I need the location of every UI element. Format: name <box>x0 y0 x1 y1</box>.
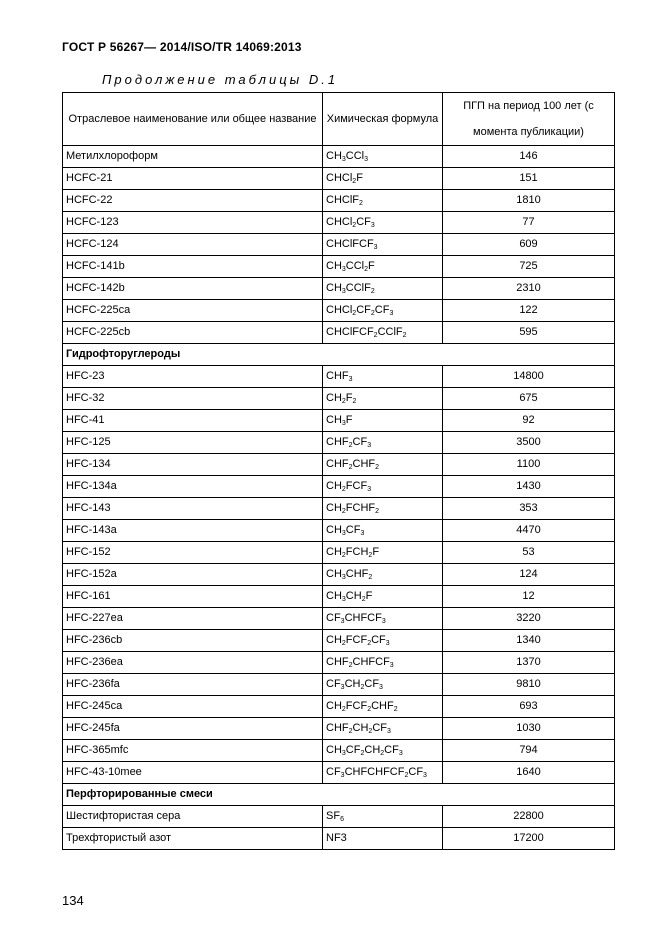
cell-name: HCFC-225cb <box>63 322 323 344</box>
table-row <box>63 146 615 168</box>
formula-subscript: 3 <box>370 222 375 229</box>
formula-part: CH <box>352 722 369 734</box>
formula-part: CF <box>408 766 424 778</box>
formula-subscript: 2 <box>404 772 409 779</box>
cell-gwp: 146 <box>443 146 615 168</box>
cell-name: HFC-23 <box>63 366 323 388</box>
formula-subscript: 2 <box>341 398 346 405</box>
formula-subscript: 2 <box>341 552 346 559</box>
formula-subscript: 2 <box>341 486 346 493</box>
cell-name: HCFC-123 <box>63 212 323 234</box>
formula-part: CClF <box>377 326 403 338</box>
formula-subscript: 2 <box>360 684 365 691</box>
table-row <box>63 542 615 564</box>
cell-formula <box>323 454 443 476</box>
table-caption: Продолжение таблицы D.1 <box>102 72 339 87</box>
cell-name: HFC-245fa <box>63 718 323 740</box>
page-number: 134 <box>62 893 84 908</box>
cell-gwp: 353 <box>443 498 615 520</box>
cell-name: HFC-143 <box>63 498 323 520</box>
formula-subscript: 3 <box>389 310 394 317</box>
cell-gwp: 12 <box>443 586 615 608</box>
table-row <box>63 718 615 740</box>
table-row <box>63 366 615 388</box>
formula-part: CF <box>326 612 341 624</box>
table-row <box>63 674 615 696</box>
cell-name: HFC-152 <box>63 542 323 564</box>
table-row <box>63 432 615 454</box>
formula-subscript: 2 <box>368 574 373 581</box>
formula-subscript: 3 <box>341 530 346 537</box>
formula-part: CHCl <box>326 172 353 184</box>
column-header-name: Отраслевое наименование или общее название <box>63 93 323 146</box>
formula-subscript: 3 <box>341 156 346 163</box>
cell-formula <box>323 806 443 828</box>
cell-gwp: 1430 <box>443 476 615 498</box>
formula-part: FCF <box>345 634 368 646</box>
cell-gwp: 4470 <box>443 520 615 542</box>
table-row <box>63 190 615 212</box>
formula-part: CH <box>326 260 342 272</box>
table-row <box>63 762 615 784</box>
formula-subscript: 2 <box>364 266 369 273</box>
formula-part: F <box>345 414 353 426</box>
formula-subscript: 2 <box>368 552 373 559</box>
formula-part: CHFCF <box>344 612 382 624</box>
formula-part: CF <box>374 304 390 316</box>
formula-part: CHFCF <box>352 656 390 668</box>
formula-part: CHCl <box>326 304 353 316</box>
cell-formula <box>323 718 443 740</box>
cell-gwp: 725 <box>443 256 615 278</box>
formula-part: CHCl <box>326 216 353 228</box>
cell-name: HCFC-124 <box>63 234 323 256</box>
cell-gwp: 794 <box>443 740 615 762</box>
cell-formula <box>323 388 443 410</box>
formula-part: F <box>365 590 373 602</box>
formula-subscript: 3 <box>340 684 345 691</box>
cell-gwp: 124 <box>443 564 615 586</box>
cell-formula <box>323 234 443 256</box>
table-row <box>63 322 615 344</box>
formula-part: CCl <box>345 150 365 162</box>
formula-part: CH <box>345 590 362 602</box>
cell-gwp: 151 <box>443 168 615 190</box>
formula-part: CF <box>326 766 341 778</box>
cell-formula <box>323 520 443 542</box>
formula-part: SF <box>326 810 341 822</box>
cell-gwp: 1810 <box>443 190 615 212</box>
cell-gwp: 77 <box>443 212 615 234</box>
cell-formula <box>323 278 443 300</box>
formula-subscript: 3 <box>367 486 372 493</box>
cell-name: HFC-236ea <box>63 652 323 674</box>
table-row <box>63 212 615 234</box>
cell-gwp: 14800 <box>443 366 615 388</box>
formula-part: FCHF <box>345 502 376 514</box>
formula-subscript: 3 <box>360 530 365 537</box>
cell-formula <box>323 190 443 212</box>
cell-formula <box>323 762 443 784</box>
formula-subscript: 3 <box>341 574 346 581</box>
cell-name: HFC-152a <box>63 564 323 586</box>
formula-subscript: 3 <box>341 420 346 427</box>
cell-formula <box>323 410 443 432</box>
formula-part: CHClFCF <box>326 326 374 338</box>
table-header-row <box>63 93 615 146</box>
cell-name: HFC-134 <box>63 454 323 476</box>
formula-part: CH <box>326 700 342 712</box>
formula-part: CCl <box>345 260 365 272</box>
formula-subscript: 3 <box>341 288 346 295</box>
cell-gwp: 22800 <box>443 806 615 828</box>
formula-part: CF <box>364 678 380 690</box>
cell-formula <box>323 740 443 762</box>
formula-subscript: 2 <box>393 706 398 713</box>
table-row <box>63 652 615 674</box>
formula-subscript: 3 <box>379 684 383 691</box>
cell-formula <box>323 674 443 696</box>
formula-part: CH <box>326 744 342 756</box>
cell-name: HCFC-141b <box>63 256 323 278</box>
formula-subscript: 3 <box>367 442 372 449</box>
table-row <box>63 806 615 828</box>
table-row <box>63 234 615 256</box>
formula-part: CHF <box>345 568 369 580</box>
formula-subscript: 2 <box>367 706 372 713</box>
formula-subscript: 2 <box>352 222 357 229</box>
formula-subscript: 3 <box>385 640 390 647</box>
cell-gwp: 3500 <box>443 432 615 454</box>
cell-name: HFC-43-10mee <box>63 762 323 784</box>
cell-formula <box>323 366 443 388</box>
cell-name: Метилхлороформ <box>63 146 323 168</box>
formula-subscript: 2 <box>352 398 357 405</box>
formula-part: CHF <box>371 700 394 712</box>
formula-subscript: 3 <box>364 156 369 163</box>
cell-formula <box>323 168 443 190</box>
table-row <box>63 520 615 542</box>
table-row <box>63 476 615 498</box>
formula-subscript: 3 <box>341 750 346 757</box>
formula-subscript: 3 <box>398 750 403 757</box>
cell-gwp: 92 <box>443 410 615 432</box>
cell-gwp: 609 <box>443 234 615 256</box>
formula-part: CH <box>326 502 342 514</box>
cell-name: HCFC-22 <box>63 190 323 212</box>
formula-subscript: 3 <box>373 244 378 251</box>
cell-gwp: 1100 <box>443 454 615 476</box>
column-header-formula: Химическая формула <box>323 93 443 146</box>
formula-subscript: 2 <box>348 728 353 735</box>
cell-gwp: 2310 <box>443 278 615 300</box>
cell-name: Шестифтористая сера <box>63 806 323 828</box>
formula-subscript: 3 <box>423 772 427 779</box>
cell-gwp: 122 <box>443 300 615 322</box>
formula-subscript: 2 <box>375 464 380 471</box>
cell-formula <box>323 256 443 278</box>
formula-subscript: 2 <box>373 332 378 339</box>
cell-name: HFC-365mfc <box>63 740 323 762</box>
formula-part: CF <box>345 524 361 536</box>
formula-subscript: 3 <box>341 596 346 603</box>
cell-formula <box>323 146 443 168</box>
formula-part: CHClF <box>326 194 359 206</box>
cell-formula <box>323 432 443 454</box>
formula-part: FCF <box>345 700 368 712</box>
cell-formula <box>323 300 443 322</box>
table-row <box>63 740 615 762</box>
cell-gwp: 1370 <box>443 652 615 674</box>
document-header: ГОСТ Р 56267— 2014/ISO/TR 14069:2013 <box>62 40 302 54</box>
cell-name: HFC-41 <box>63 410 323 432</box>
table-row <box>63 388 615 410</box>
formula-part: CHF <box>326 722 349 734</box>
formula-subscript: 3 <box>381 618 386 625</box>
cell-formula <box>323 476 443 498</box>
formula-subscript: 2 <box>402 332 407 339</box>
formula-part: CH <box>326 414 342 426</box>
formula-part: CH <box>326 150 342 162</box>
cell-name: HFC-32 <box>63 388 323 410</box>
cell-formula <box>323 828 443 850</box>
cell-gwp: 1030 <box>443 718 615 740</box>
column-header-gwp: ПГП на период 100 лет (с момента публикации) <box>443 93 615 146</box>
formula-part: CH <box>326 480 342 492</box>
table-row <box>63 168 615 190</box>
formula-part: CF <box>326 678 341 690</box>
cell-name: HCFC-142b <box>63 278 323 300</box>
formula-part: CH <box>326 568 342 580</box>
cell-name: HFC-227ea <box>63 608 323 630</box>
formula-subscript: 2 <box>360 750 365 757</box>
formula-subscript: 2 <box>370 310 375 317</box>
table-row <box>63 564 615 586</box>
formula-subscript: 2 <box>352 178 357 185</box>
formula-part: CH <box>326 392 342 404</box>
gwp-table <box>62 92 615 850</box>
table-row <box>63 278 615 300</box>
formula-subscript: 2 <box>341 508 346 515</box>
cell-name: HFC-125 <box>63 432 323 454</box>
formula-subscript: 2 <box>359 200 363 207</box>
cell-formula <box>323 696 443 718</box>
formula-subscript: 2 <box>367 640 372 647</box>
formula-part: FCH <box>345 546 369 558</box>
formula-subscript: 2 <box>348 442 353 449</box>
table-row <box>63 696 615 718</box>
formula-subscript: 3 <box>340 618 345 625</box>
formula-subscript: 2 <box>375 508 380 515</box>
formula-subscript: 2 <box>341 706 346 713</box>
cell-formula <box>323 630 443 652</box>
table-row <box>63 300 615 322</box>
table-row <box>63 586 615 608</box>
formula-subscript: 3 <box>341 266 346 273</box>
formula-part: CHFCHFCF <box>344 766 405 778</box>
formula-part: F <box>368 260 375 272</box>
formula-subscript: 3 <box>386 728 391 735</box>
formula-part: F <box>372 546 380 558</box>
cell-gwp: 595 <box>443 322 615 344</box>
cell-name: HFC-134a <box>63 476 323 498</box>
formula-part: CH <box>364 744 381 756</box>
formula-part: CHF <box>326 370 349 382</box>
formula-part: CHF <box>326 436 349 448</box>
cell-formula <box>323 586 443 608</box>
cell-formula <box>323 498 443 520</box>
formula-part: CH <box>326 546 342 558</box>
formula-part: CF <box>384 744 399 756</box>
cell-name: HFC-143a <box>63 520 323 542</box>
cell-name: Трехфтористый азот <box>63 828 323 850</box>
formula-subscript: 2 <box>380 750 385 757</box>
formula-part: CH <box>326 590 342 602</box>
formula-part: FCF <box>345 480 368 492</box>
cell-name: HCFC-21 <box>63 168 323 190</box>
cell-name: HFC-161 <box>63 586 323 608</box>
table-body <box>63 146 615 850</box>
cell-name: HFC-236fa <box>63 674 323 696</box>
formula-part: CH <box>326 524 342 536</box>
formula-part: NF3 <box>326 832 347 844</box>
cell-formula <box>323 608 443 630</box>
table-row <box>63 498 615 520</box>
cell-gwp: 1640 <box>443 762 615 784</box>
formula-subscript: 2 <box>352 310 357 317</box>
table-row <box>63 828 615 850</box>
formula-part: CF <box>345 744 361 756</box>
formula-part: CClF <box>345 282 371 294</box>
formula-part: CHF <box>352 458 376 470</box>
formula-subscript: 2 <box>348 662 353 669</box>
cell-name: HFC-245ca <box>63 696 323 718</box>
formula-part: F <box>356 172 363 184</box>
cell-gwp: 53 <box>443 542 615 564</box>
formula-part: CF <box>356 304 371 316</box>
formula-subscript: 3 <box>340 772 345 779</box>
formula-subscript: 6 <box>340 816 344 823</box>
formula-part: CF <box>371 634 386 646</box>
table-row <box>63 410 615 432</box>
group-row <box>63 344 615 366</box>
formula-subscript: 2 <box>368 728 373 735</box>
formula-part: CF <box>372 722 387 734</box>
formula-part: CHClFCF <box>326 238 374 250</box>
cell-gwp: 693 <box>443 696 615 718</box>
formula-subscript: 2 <box>348 464 353 471</box>
table-row <box>63 608 615 630</box>
cell-gwp: 1340 <box>443 630 615 652</box>
group-heading: Гидрофторуглероды <box>63 344 615 366</box>
cell-name: HFC-236cb <box>63 630 323 652</box>
group-row <box>63 784 615 806</box>
cell-gwp: 9810 <box>443 674 615 696</box>
formula-part: F <box>345 392 353 404</box>
formula-part: CF <box>356 216 371 228</box>
cell-formula <box>323 322 443 344</box>
table-row <box>63 630 615 652</box>
cell-formula <box>323 652 443 674</box>
formula-part: CHF <box>326 656 349 668</box>
formula-part: CHF <box>326 458 349 470</box>
cell-name: HCFC-225ca <box>63 300 323 322</box>
cell-formula <box>323 212 443 234</box>
formula-subscript: 2 <box>370 288 375 295</box>
formula-part: CH <box>326 634 342 646</box>
cell-formula <box>323 542 443 564</box>
formula-subscript: 2 <box>341 640 346 647</box>
formula-subscript: 2 <box>361 596 366 603</box>
cell-gwp: 675 <box>443 388 615 410</box>
cell-gwp: 17200 <box>443 828 615 850</box>
cell-gwp: 3220 <box>443 608 615 630</box>
table-row <box>63 454 615 476</box>
formula-part: CH <box>326 282 342 294</box>
cell-formula <box>323 564 443 586</box>
group-heading: Перфторированные смеси <box>63 784 615 806</box>
formula-subscript: 3 <box>389 662 394 669</box>
formula-part: CF <box>352 436 368 448</box>
formula-subscript: 3 <box>348 376 353 383</box>
formula-part: CH <box>344 678 361 690</box>
table-row <box>63 256 615 278</box>
